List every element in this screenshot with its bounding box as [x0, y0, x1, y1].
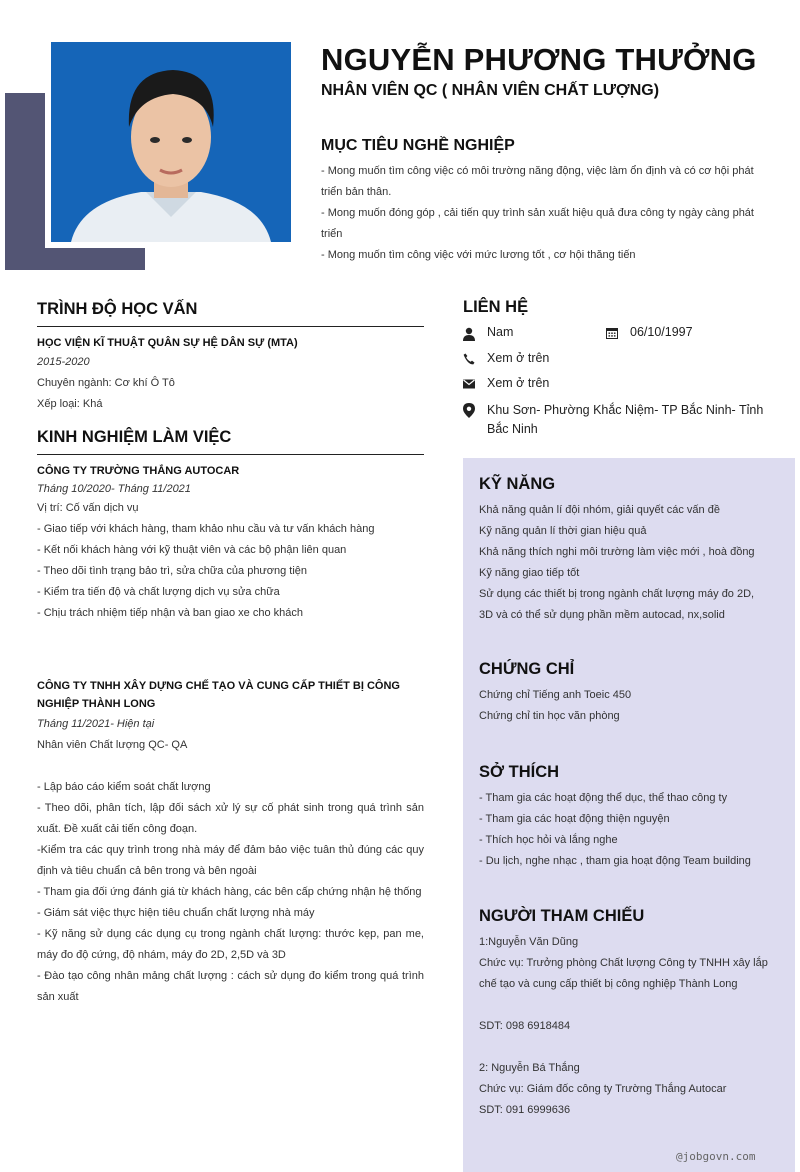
- objective-list: [321, 161, 771, 266]
- school-name: HỌC VIỆN KĨ THUẬT QUÂN SỰ HỆ DÂN SỰ (MTA): [37, 337, 298, 349]
- hobbies-heading: SỞ THÍCH: [479, 763, 560, 781]
- gender-value: Nam: [487, 325, 514, 339]
- skill-item: Kỹ năng quản lí thời gian hiệu quả: [479, 525, 647, 537]
- job-duty: - Lập báo cáo kiểm soát chất lượng: [37, 781, 211, 793]
- candidate-name: NGUYỄN PHƯƠNG THƯỞNG: [321, 42, 757, 77]
- objective-item: - Mong muốn tìm công việc với mức lương tốt , cơ hội thăng tiến: [321, 249, 636, 261]
- hobby-item: - Tham gia các hoạt động thể dục, thể thao công ty: [479, 792, 728, 804]
- contact-heading: LIÊN HỆ: [463, 298, 529, 316]
- skills-heading: KỸ NĂNG: [479, 475, 556, 493]
- hobby-item: - Du lịch, nghe nhạc , tham gia hoạt động Team building: [479, 855, 751, 867]
- birthday-value: 06/10/1997: [630, 325, 693, 339]
- reference-name: 1:Nguyễn Văn Dũng: [479, 936, 579, 948]
- reference-name: 2: Nguyễn Bá Thắng: [479, 1062, 580, 1074]
- objective-item: - Mong muốn tìm công việc có môi trường năng động, việc làm ổn định và có cơ hội phát triển bản thân.: [321, 165, 754, 198]
- education-grade: Xếp loại: Khá: [37, 398, 103, 410]
- contact-birthday: [606, 325, 693, 342]
- job-period: Tháng 10/2020- Tháng 11/2021: [37, 483, 191, 495]
- skill-item: Khả năng thích nghi môi trường làm việc mới , hoà đồng: [479, 546, 755, 558]
- job-duty: - Chịu trách nhiệm tiếp nhận và ban giao xe cho khách: [37, 607, 303, 619]
- contact-email: [463, 376, 549, 392]
- job-position: Nhân viên Chất lượng QC- QA: [37, 739, 188, 751]
- user-icon: [463, 327, 487, 344]
- job-duty: - Kỹ năng sử dụng các dụng cụ trong ngành chất lượng: thước kẹp, pan me, máy đo độ cứng, độ nhám, máy đo 2D, 2,5D và 3D: [37, 928, 424, 961]
- reference-phone: SDT: 091 6999636: [479, 1104, 571, 1116]
- skill-item: Khả năng quản lí đội nhóm, giải quyết các vấn đề: [479, 504, 720, 516]
- spacer: [37, 756, 424, 777]
- education-divider: [37, 326, 424, 327]
- certificates-list: [479, 685, 779, 727]
- skills-list: [479, 500, 779, 626]
- job-duty: - Tham gia đối ứng đánh giá từ khách hàng, các bên cấp chứng nhận hệ thống: [37, 886, 422, 898]
- contact-address: [463, 401, 773, 439]
- skill-item: Sử dụng các thiết bị trong ngành chất lượng máy đo 2D, 3D và có thể sử dụng phần mềm autocad, nx,solid: [479, 588, 755, 621]
- education-period: 2015-2020: [37, 356, 90, 368]
- spacer: [479, 1037, 769, 1058]
- company-name: CÔNG TY TRƯỜNG THẮNG AUTOCAR: [37, 465, 240, 477]
- job-duty: - Theo dõi, phân tích, lập đối sách xử lý sự cố phát sinh trong quá trình sản xuất. Đề xuất cải tiến công đoạn.: [37, 802, 424, 835]
- hobby-item: - Thích học hỏi và lắng nghe: [479, 834, 618, 846]
- job-duty: -Kiểm tra các quy trình trong nhà máy để đảm bảo việc tuân thủ đúng các quy định và tiêu chuẩn cả bên trong và bên ngoài: [37, 844, 424, 877]
- calendar-icon: [606, 327, 630, 342]
- education-major: Chuyên ngành: Cơ khí Ô Tô: [37, 377, 175, 389]
- reference-phone: SDT: 098 6918484: [479, 1020, 571, 1032]
- profile-photo: [45, 42, 291, 248]
- location-pin-icon: [463, 403, 487, 424]
- hobby-item: - Tham gia các hoạt động thiện nguyện: [479, 813, 670, 825]
- job-position: Vị trí: Cố vấn dịch vụ: [37, 502, 139, 514]
- email-value: Xem ở trên: [487, 376, 550, 390]
- job-duty: - Kiểm tra tiến độ và chất lượng dịch vụ sửa chữa: [37, 586, 280, 598]
- certificates-heading: CHỨNG CHỈ: [479, 660, 575, 678]
- job-duty: - Giao tiếp với khách hàng, tham khảo nhu cầu và tư vấn khách hàng: [37, 523, 375, 535]
- objective-heading: MỤC TIÊU NGHỀ NGHIỆP: [321, 137, 515, 154]
- phone-icon: [463, 353, 487, 368]
- references-list: [479, 932, 769, 1121]
- job-entry: [37, 462, 424, 624]
- education-heading: TRÌNH ĐỘ HỌC VẤN: [37, 300, 198, 318]
- certificate-item: Chứng chỉ Tiếng anh Toeic 450: [479, 689, 632, 701]
- contact-phone: [463, 351, 549, 368]
- watermark: @jobgovn.com: [676, 1150, 756, 1163]
- references-heading: NGƯỜI THAM CHIẾU: [479, 907, 645, 925]
- contact-gender: [463, 325, 513, 344]
- reference-position: Chức vụ: Giám đốc công ty Trường Thắng Autocar: [479, 1083, 727, 1095]
- phone-value: Xem ở trên: [487, 351, 550, 365]
- mail-icon: [463, 378, 487, 392]
- skill-item: Kỹ năng giao tiếp tốt: [479, 567, 580, 579]
- portrait-illustration: [51, 42, 291, 242]
- certificate-item: Chứng chỉ tin học văn phòng: [479, 710, 620, 722]
- job-duty: - Theo dõi tình trạng bảo trì, sửa chữa của phương tiện: [37, 565, 308, 577]
- job-period: Tháng 11/2021- Hiện tại: [37, 718, 155, 730]
- job-entry: [37, 677, 424, 1008]
- job-title: NHÂN VIÊN QC ( NHÂN VIÊN CHẤT LƯỢNG): [321, 82, 660, 99]
- experience-divider: [37, 454, 424, 455]
- experience-heading: KINH NGHIỆM LÀM VIỆC: [37, 428, 232, 446]
- hobbies-list: [479, 788, 779, 872]
- spacer: [479, 995, 769, 1016]
- address-value: Khu Sơn- Phường Khắc Niệm- TP Bắc Ninh- Tỉnh Bắc Ninh: [487, 403, 764, 436]
- company-name: CÔNG TY TNHH XÂY DỰNG CHẾ TẠO VÀ CUNG CẤP THIẾT BỊ CÔNG NGHIỆP THÀNH LONG: [37, 680, 400, 710]
- job-duty: - Kết nối khách hàng với kỹ thuật viên và các bộ phận liên quan: [37, 544, 347, 556]
- job-duty: - Đào tạo công nhân mảng chất lượng : cách sử dụng đo kiểm trong quá trình sản xuất: [37, 970, 424, 1003]
- job-duty: - Giám sát việc thực hiện tiêu chuẩn chất lượng nhà máy: [37, 907, 315, 919]
- objective-item: - Mong muốn đóng góp , cải tiến quy trình sản xuất hiệu quả đưa công ty ngày càng phát triển: [321, 207, 754, 240]
- education-section: [37, 334, 424, 415]
- reference-position: Chức vụ: Trưởng phòng Chất lượng Công ty TNHH xây lắp chế tạo và cung cấp thiết bị công nghiệp Thành Long: [479, 957, 768, 990]
